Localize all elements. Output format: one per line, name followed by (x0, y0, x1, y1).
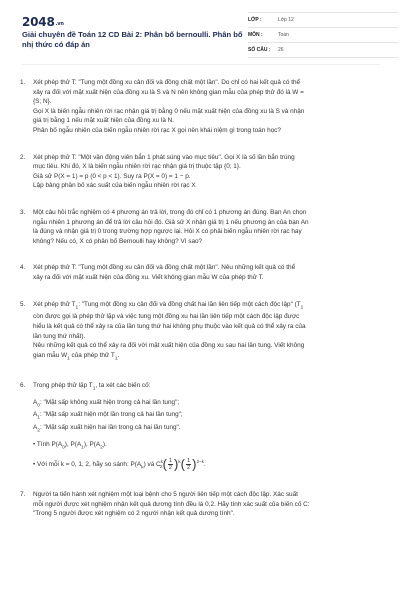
meta-row-subject (248, 28, 398, 43)
event-line (33, 423, 382, 436)
question-text (33, 300, 382, 313)
question-number: 4. (20, 264, 26, 272)
question-text: còn được gọi là phép thử lặp và việc tung một đồng xu hai lần liên tiếp một cách độc lập được (33, 313, 300, 321)
subscript: 2 (37, 428, 40, 434)
meta-table (248, 12, 398, 58)
fraction-top: 1 (168, 457, 173, 464)
event-text: : "Mặt sấp không xuất hiện trong cả hai lần tung"; (39, 398, 180, 406)
text-run: Xét phép thử T (33, 300, 76, 308)
subscript: 1 (81, 445, 84, 451)
superscript: k (160, 459, 163, 464)
formula-line (33, 457, 382, 473)
fraction-bottom: 2 (168, 464, 173, 471)
question-text: mục tiêu. Khi đó, X là biến ngẫu nhiên rời rạc nhận giá trị thuộc tập {0; 1}. (33, 163, 241, 171)
meta-key: SỐ CÂU : (248, 47, 271, 53)
text-run: ), P(A (64, 441, 82, 449)
fraction (186, 458, 191, 471)
subscript: 1 (300, 304, 304, 310)
text-run: gian mẫu W (33, 351, 68, 359)
subscript: 1 (75, 304, 79, 310)
question-4 (20, 263, 382, 282)
question-number: 5. (20, 300, 26, 308)
calc-line (33, 440, 382, 453)
meta-key: LỚP : (248, 17, 262, 23)
subscript: 2 (159, 465, 163, 471)
question-text: Giả sử P(X = 1) = p (0 < p < 1). Suy ra P(X = 0) = 1 − p. (33, 172, 191, 180)
text-run: ), P(A (83, 441, 101, 449)
subscript: 0 (37, 402, 40, 408)
text-run: , ta xét các biến cố: (95, 381, 151, 389)
header (22, 12, 380, 58)
divider (22, 64, 380, 65)
question-text: Xét phép thử T: "Tung một đồng xu cân đối và đồng chất một lần". Do chỉ có hai kết quả có thể (33, 79, 301, 86)
text-run: : "Tung một đồng xu cân đối và đồng chất hai lần liên tiếp một cách độc lập" (T (78, 300, 301, 308)
question-3 (20, 208, 382, 246)
paren-close: ) (174, 456, 179, 472)
text-run: • Với mỗi k = 0, 1, 2, hãy so sánh: P(A (33, 461, 142, 469)
question-text: Xét phép thử T: "Tung một đồng xu cân đối và đồng chất một lần". Nêu những kết quả có thể (33, 264, 296, 272)
question-text: Lập bảng phân bố xác suất của biến ngẫu nhiên rời rạc X (33, 182, 196, 190)
meta-value: 26 (278, 47, 284, 53)
meta-value: Toán (278, 32, 289, 38)
text-run: . (117, 351, 120, 359)
fraction-top: 1 (186, 457, 191, 464)
question-number: 1. (20, 79, 26, 86)
brand-suffix: .vn (55, 21, 64, 27)
question-number: 2. (20, 153, 26, 161)
event-name: A (33, 411, 38, 419)
page-title: Giải chuyên đề Toán 12 CD Bài 2: Phân bố bernoulli. Phân bố nhị thức có đáp án (22, 30, 243, 49)
event-name: A (33, 398, 38, 406)
question-6 (20, 381, 382, 473)
question-1 (20, 78, 382, 136)
event-name: A (33, 424, 38, 432)
question-text: không? Nếu có, X có phân bố Bernoulli hay không? Vì sao? (33, 237, 203, 245)
question-text (33, 381, 382, 394)
subscript: 1 (67, 356, 70, 362)
fraction-bottom: 2 (186, 464, 191, 471)
event-line (33, 398, 382, 411)
question-text (33, 351, 382, 364)
text-run: Trong phép thử lặp T (33, 381, 93, 389)
subscript: 1 (92, 385, 96, 391)
paren-open: ( (162, 456, 167, 472)
question-text: lần tung thứ nhất). (33, 332, 86, 340)
meta-row-class (248, 13, 398, 28)
event-text: : "Mặt sấp xuất hiện một lần trong cả hai lần tung"; (39, 411, 183, 419)
text-run: ). (102, 441, 107, 449)
question-text: {S; N}. (33, 98, 52, 106)
question-text: hiểu là kết quả có thể xảy ra của lần tung thứ hai không phụ thuộc vào kết quả có thể xảy ra của (33, 322, 306, 330)
question-list (20, 78, 382, 536)
question-text: Nêu những kết quả có thể xảy ra đối với mặt xuất hiện của đồng xu sau hai lần tung. Viết không (33, 342, 305, 350)
question-7 (20, 490, 382, 519)
paren-open: ( (180, 456, 185, 472)
question-2 (20, 153, 382, 191)
meta-value: Lớp 12 (278, 17, 294, 23)
subscript: 2 (100, 445, 103, 451)
question-text: mỗi người được xét nghiệm nhận kết quả dương tính đều là 0,2. Hãy tính xác suất của biến cố C: (33, 500, 310, 508)
meta-row-count (248, 43, 398, 58)
brand-name: 2048 (22, 15, 55, 29)
meta-key: MÔN : (248, 32, 263, 38)
question-text: Phân bố ngẫu nhiên của biến ngẫu nhiên rời rạc X gọi nên khái niệm gì trong toán học? (33, 126, 281, 134)
superscript: 2−k (196, 459, 204, 464)
superscript: k (178, 459, 181, 464)
question-text: ngẫu nhiên 1 phương án để trả lời câu hỏi đó. Giả sử X nhận giá trị 1 nếu phương án của bạn An (33, 218, 309, 226)
question-text: Gọi X là biến ngẫu nhiên rời rạc nhận giá trị bằng 0 nếu mặt xuất hiện của đồng xu là S và nhận (33, 107, 305, 115)
text-run: của phép thử T (69, 351, 115, 359)
question-number: 3. (20, 208, 26, 216)
fraction (168, 458, 173, 471)
event-text: : "Mặt sấp xuất hiện hai lần trong cả hai lần tung". (39, 424, 181, 432)
question-5 (20, 300, 382, 364)
question-text: là đúng và nhận giá trị 0 trong trường hợp ngược lại. Hỏi X có phải biến ngẫu nhiên rời rạc hay (33, 228, 302, 236)
question-number: 6. (20, 381, 26, 389)
question-text: Xét phép thử T: "Một vận động viên bắn 1 phát súng vào mục tiêu". Gọi X là số lần bắn trúng (33, 153, 295, 161)
question-text: xảy ra đối với mặt xuất hiện của đồng xu. Viết không gian mẫu W của phép thử T. (33, 273, 264, 281)
question-text: Người ta tiến hành xét nghiệm một loại bệnh cho 5 người liên tiếp một cách độc lập. Xác suất (33, 491, 298, 498)
text-run: . (203, 461, 206, 469)
subscript: k (141, 465, 144, 471)
text-run: ) và C (143, 461, 161, 469)
subscript: 0 (62, 445, 65, 451)
question-text: Một câu hỏi trắc nghiệm có 4 phương án trả lời, trong đó chỉ có 1 phương án đúng. Bạn An chọn (33, 208, 307, 216)
question-text: xảy ra đối với mặt xuất hiện của đồng xu là S và N nên không gian mẫu của phép thử đó là W = (33, 88, 304, 96)
subscript: 1 (37, 415, 40, 421)
question-text: giá trị bằng 1 nếu mặt xuất hiện của đồng xu là N. (33, 117, 175, 125)
question-number: 7. (20, 491, 26, 498)
question-text: "Trong 5 người được xét nghiệm có 2 người nhận kết quả dương tính". (33, 510, 235, 518)
brand-logo[interactable] (22, 15, 64, 29)
event-line (33, 410, 382, 423)
text-run: • Tính P(A (33, 441, 63, 449)
subscript: 1 (114, 356, 118, 362)
paren-close: ) (192, 456, 197, 472)
